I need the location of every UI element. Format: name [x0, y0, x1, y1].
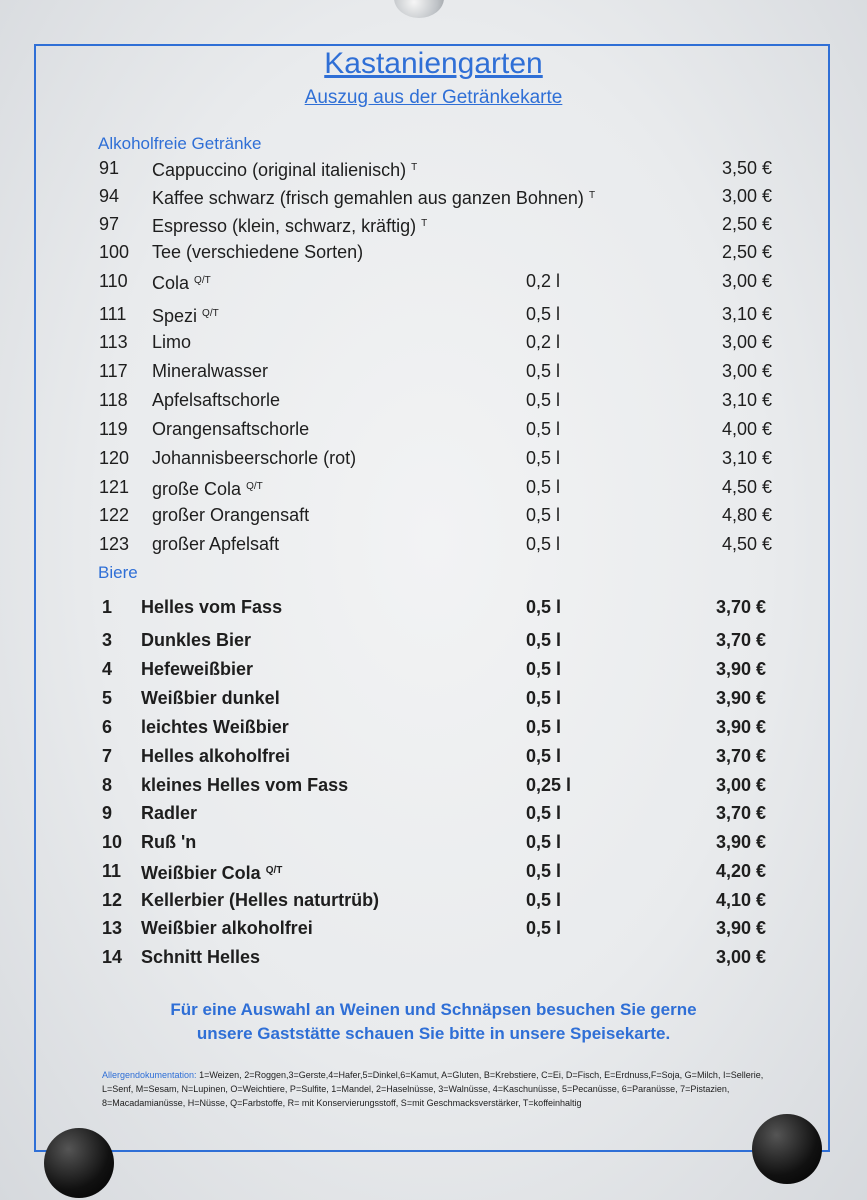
item-price: 3,90 € — [715, 717, 766, 737]
item-name — [152, 503, 309, 527]
item-name-text: Spezi — [152, 306, 198, 326]
item-name — [141, 859, 282, 885]
item-name — [152, 388, 280, 412]
item-volume: 0,5 l — [526, 419, 561, 439]
item-volume: 0,5 l — [526, 534, 561, 554]
item-volume: 0,5 l — [526, 803, 562, 823]
item-number: 110 — [99, 271, 128, 291]
item-number: 100 — [99, 242, 130, 262]
item-price: 3,00 € — [721, 332, 772, 352]
item-number: 10 — [102, 832, 123, 852]
item-number: 113 — [99, 332, 128, 352]
menu-item-row — [0, 184, 867, 208]
item-number: 3 — [102, 630, 113, 650]
item-volume: 0,5 l — [526, 304, 561, 324]
menu-item-row — [0, 859, 867, 883]
menu-item-row — [0, 240, 867, 264]
item-number: 97 — [99, 214, 120, 234]
item-name — [152, 302, 219, 328]
item-volume: 0,5 l — [526, 659, 562, 679]
item-price: 3,10 € — [721, 390, 772, 410]
item-name — [141, 888, 379, 912]
menu-item-row — [0, 417, 867, 441]
item-name-text: Espresso (klein, schwarz, kräftig) — [152, 216, 417, 236]
item-price: 3,50 € — [721, 158, 772, 178]
item-name — [152, 475, 263, 501]
item-price: 4,80 € — [721, 505, 772, 525]
menu-item-row — [0, 686, 867, 710]
menu-item-row — [0, 302, 867, 326]
item-name-text: Weißbier alkoholfrei — [141, 918, 313, 938]
menu-item-row — [0, 888, 867, 912]
magnet-bottom-left-icon — [44, 1128, 114, 1198]
item-price: 4,50 € — [721, 534, 772, 554]
menu-item-row — [0, 330, 867, 354]
item-price: 4,50 € — [721, 477, 772, 497]
item-volume: 0,5 l — [526, 390, 561, 410]
item-name-text: Kaffee schwarz (frisch gemahlen aus ganzen Bohnen) — [152, 188, 584, 208]
item-marker: T — [421, 218, 428, 229]
item-price: 3,90 € — [715, 688, 766, 708]
item-number: 123 — [99, 534, 130, 554]
item-name — [141, 830, 196, 854]
item-volume: 0,25 l — [526, 775, 572, 795]
section-heading-soft-drinks: Alkoholfreie Getränke — [98, 134, 262, 153]
item-name-text: Limo — [152, 332, 192, 352]
item-name-text: Kellerbier (Helles naturtrüb) — [141, 890, 380, 910]
item-volume: 0,5 l — [526, 918, 562, 938]
item-price: 2,50 € — [721, 242, 772, 262]
item-volume: 0,5 l — [526, 717, 562, 737]
item-number: 14 — [102, 947, 123, 967]
menu-subtitle: Auszug aus der Getränkekarte — [304, 87, 563, 108]
item-name-text: Orangensaftschorle — [152, 419, 310, 439]
item-price: 3,90 € — [715, 918, 766, 938]
item-name-text: Apfelsaftschorle — [152, 390, 281, 410]
item-name — [152, 330, 191, 354]
item-number: 122 — [99, 505, 130, 525]
item-price: 3,00 € — [715, 775, 766, 795]
item-name — [152, 269, 211, 295]
menu-item-row — [0, 715, 867, 739]
item-number: 121 — [99, 477, 130, 497]
item-name-text: Helles alkoholfrei — [141, 746, 291, 766]
item-name-text: Johannisbeerschorle (rot) — [152, 448, 357, 468]
item-name — [152, 240, 363, 264]
item-name — [141, 945, 260, 969]
item-volume: 0,2 l — [526, 271, 561, 291]
item-name — [141, 715, 289, 739]
item-number: 11 — [102, 861, 122, 881]
item-number: 12 — [102, 890, 123, 910]
menu-item-row — [0, 773, 867, 797]
magnet-top-icon — [394, 0, 444, 18]
item-number: 8 — [102, 775, 113, 795]
item-name — [152, 212, 427, 238]
menu-item-row — [0, 945, 867, 969]
item-number: 94 — [99, 186, 120, 206]
item-number: 120 — [99, 448, 130, 468]
menu-item-row — [0, 156, 867, 180]
item-name — [141, 657, 253, 681]
item-name-text: Mineralwasser — [152, 361, 269, 381]
section-heading-beers: Biere — [98, 563, 138, 582]
item-name-text: Ruß 'n — [141, 832, 197, 852]
item-volume: 0,5 l — [526, 505, 561, 525]
menu-item-row — [0, 388, 867, 412]
menu-item-row — [0, 744, 867, 768]
item-volume: 0,5 l — [526, 448, 561, 468]
menu-title: Kastaniengarten — [324, 47, 543, 80]
menu-item-row — [0, 269, 867, 293]
item-number: 7 — [102, 746, 113, 766]
menu-item-row — [0, 801, 867, 825]
item-name — [152, 184, 595, 210]
item-name-text: Helles vom Fass — [141, 597, 283, 617]
menu-item-row — [0, 475, 867, 499]
item-name-text: Dunkles Bier — [141, 630, 252, 650]
item-price: 3,00 € — [715, 947, 766, 967]
item-volume: 0,5 l — [526, 597, 562, 617]
menu-item-row — [0, 595, 867, 619]
item-number: 1 — [102, 597, 113, 617]
item-volume: 0,5 l — [526, 630, 562, 650]
item-name-text: Cola — [152, 273, 190, 293]
item-name-text: leichtes Weißbier — [141, 717, 289, 737]
item-name — [141, 744, 290, 768]
item-name — [141, 773, 348, 797]
item-price: 4,20 € — [715, 861, 766, 881]
item-name-text: Weißbier dunkel — [141, 688, 280, 708]
item-price: 4,00 € — [721, 419, 772, 439]
item-name — [152, 417, 309, 441]
item-name-text: Radler — [141, 803, 198, 823]
item-number: 111 — [99, 304, 127, 324]
menu-item-row — [0, 657, 867, 681]
item-name-text: Cappuccino (original italienisch) — [152, 160, 407, 180]
item-price: 3,90 € — [715, 659, 766, 679]
item-volume: 0,5 l — [526, 361, 561, 381]
item-price: 3,10 € — [721, 448, 772, 468]
menu-item-row — [0, 503, 867, 527]
menu-item-row — [0, 916, 867, 940]
item-volume: 0,2 l — [526, 332, 561, 352]
item-price: 4,10 € — [715, 890, 766, 910]
item-number: 6 — [102, 717, 113, 737]
item-name — [141, 628, 251, 652]
item-volume: 0,5 l — [526, 746, 562, 766]
item-name-text: großer Apfelsaft — [152, 534, 280, 554]
menu-item-row — [0, 212, 867, 236]
menu-item-row — [0, 359, 867, 383]
item-price: 3,90 € — [715, 832, 766, 852]
item-marker: T — [588, 190, 596, 201]
item-name-text: großer Orangensaft — [152, 505, 310, 525]
item-number: 119 — [99, 419, 128, 439]
item-number: 118 — [99, 390, 128, 410]
item-volume: 0,5 l — [526, 477, 561, 497]
item-price: 3,00 € — [721, 186, 772, 206]
item-number: 13 — [102, 918, 123, 938]
item-name-text: Tee (verschiedene Sorten) — [152, 242, 364, 262]
wine-note-line-2: unsere Gaststätte schauen Sie bitte in unsere Speisekarte. — [196, 1024, 671, 1043]
allergen-label: Allergendokumentation: — [102, 1070, 197, 1080]
item-name — [141, 801, 197, 825]
item-number: 91 — [99, 158, 120, 178]
item-number: 5 — [102, 688, 113, 708]
item-name-text: Hefeweißbier — [141, 659, 254, 679]
item-name — [141, 686, 280, 710]
allergen-text: 1=Weizen, 2=Roggen,3=Gerste,4=Hafer,5=Dinkel,6=Kamut, A=Gluten, B=Krebstiere, C=Ei, D=Fisch, E=Erdnuss,F=Soja, G=Milch, I=Sellerie, L=Senf, M=Sesam, N=Lupinen, O=Weichtiere, P=Sulfite, 1=Mandel, 2=Haselnüsse, 3=Walnüsse, 4=Kaschunüsse, 5=Pecanüsse, 6=Paranüsse, 7=Pistazien, 8=Macadamianüsse, H=Nüsse, Q=Farbstoffe, R= mit Konservierungsstoff, S=mit Geschmacksverstärker, T=koffeinhaltig — [102, 1070, 764, 1108]
menu-item-row — [0, 446, 867, 470]
item-price: 3,00 € — [721, 361, 772, 381]
item-price: 3,70 € — [715, 803, 766, 823]
item-marker: Q/T — [194, 275, 211, 286]
item-number: 4 — [102, 659, 113, 679]
magnet-bottom-right-icon — [752, 1114, 822, 1184]
item-number: 117 — [99, 361, 128, 381]
item-volume: 0,5 l — [526, 890, 562, 910]
item-name — [152, 156, 417, 182]
item-marker: Q/T — [202, 308, 219, 319]
menu-item-row — [0, 628, 867, 652]
wine-note — [0, 998, 867, 1046]
item-name-text: große Cola — [152, 479, 242, 499]
item-marker: T — [411, 162, 418, 173]
item-name-text: Schnitt Helles — [141, 947, 261, 967]
item-price: 3,10 € — [721, 304, 772, 324]
menu-item-row — [0, 532, 867, 556]
item-name — [141, 916, 313, 940]
item-name — [141, 595, 282, 619]
item-price: 3,70 € — [715, 630, 766, 650]
item-price: 2,50 € — [721, 214, 772, 234]
item-price: 3,00 € — [721, 271, 772, 291]
item-name — [152, 532, 279, 556]
item-volume: 0,5 l — [526, 861, 562, 881]
item-name — [152, 446, 356, 470]
allergen-documentation — [102, 1068, 782, 1110]
item-name-text: Weißbier Cola — [141, 863, 261, 883]
item-number: 9 — [102, 803, 113, 823]
item-volume: 0,5 l — [526, 832, 562, 852]
item-volume: 0,5 l — [526, 688, 562, 708]
item-name-text: kleines Helles vom Fass — [141, 775, 349, 795]
item-price: 3,70 € — [715, 597, 766, 617]
wine-note-line-1: Für eine Auswahl an Weinen und Schnäpsen besuchen Sie gerne — [170, 1000, 697, 1019]
item-price: 3,70 € — [715, 746, 766, 766]
item-name — [152, 359, 268, 383]
item-marker: Q/T — [246, 481, 263, 492]
item-marker: Q/T — [265, 865, 283, 876]
menu-item-row — [0, 830, 867, 854]
